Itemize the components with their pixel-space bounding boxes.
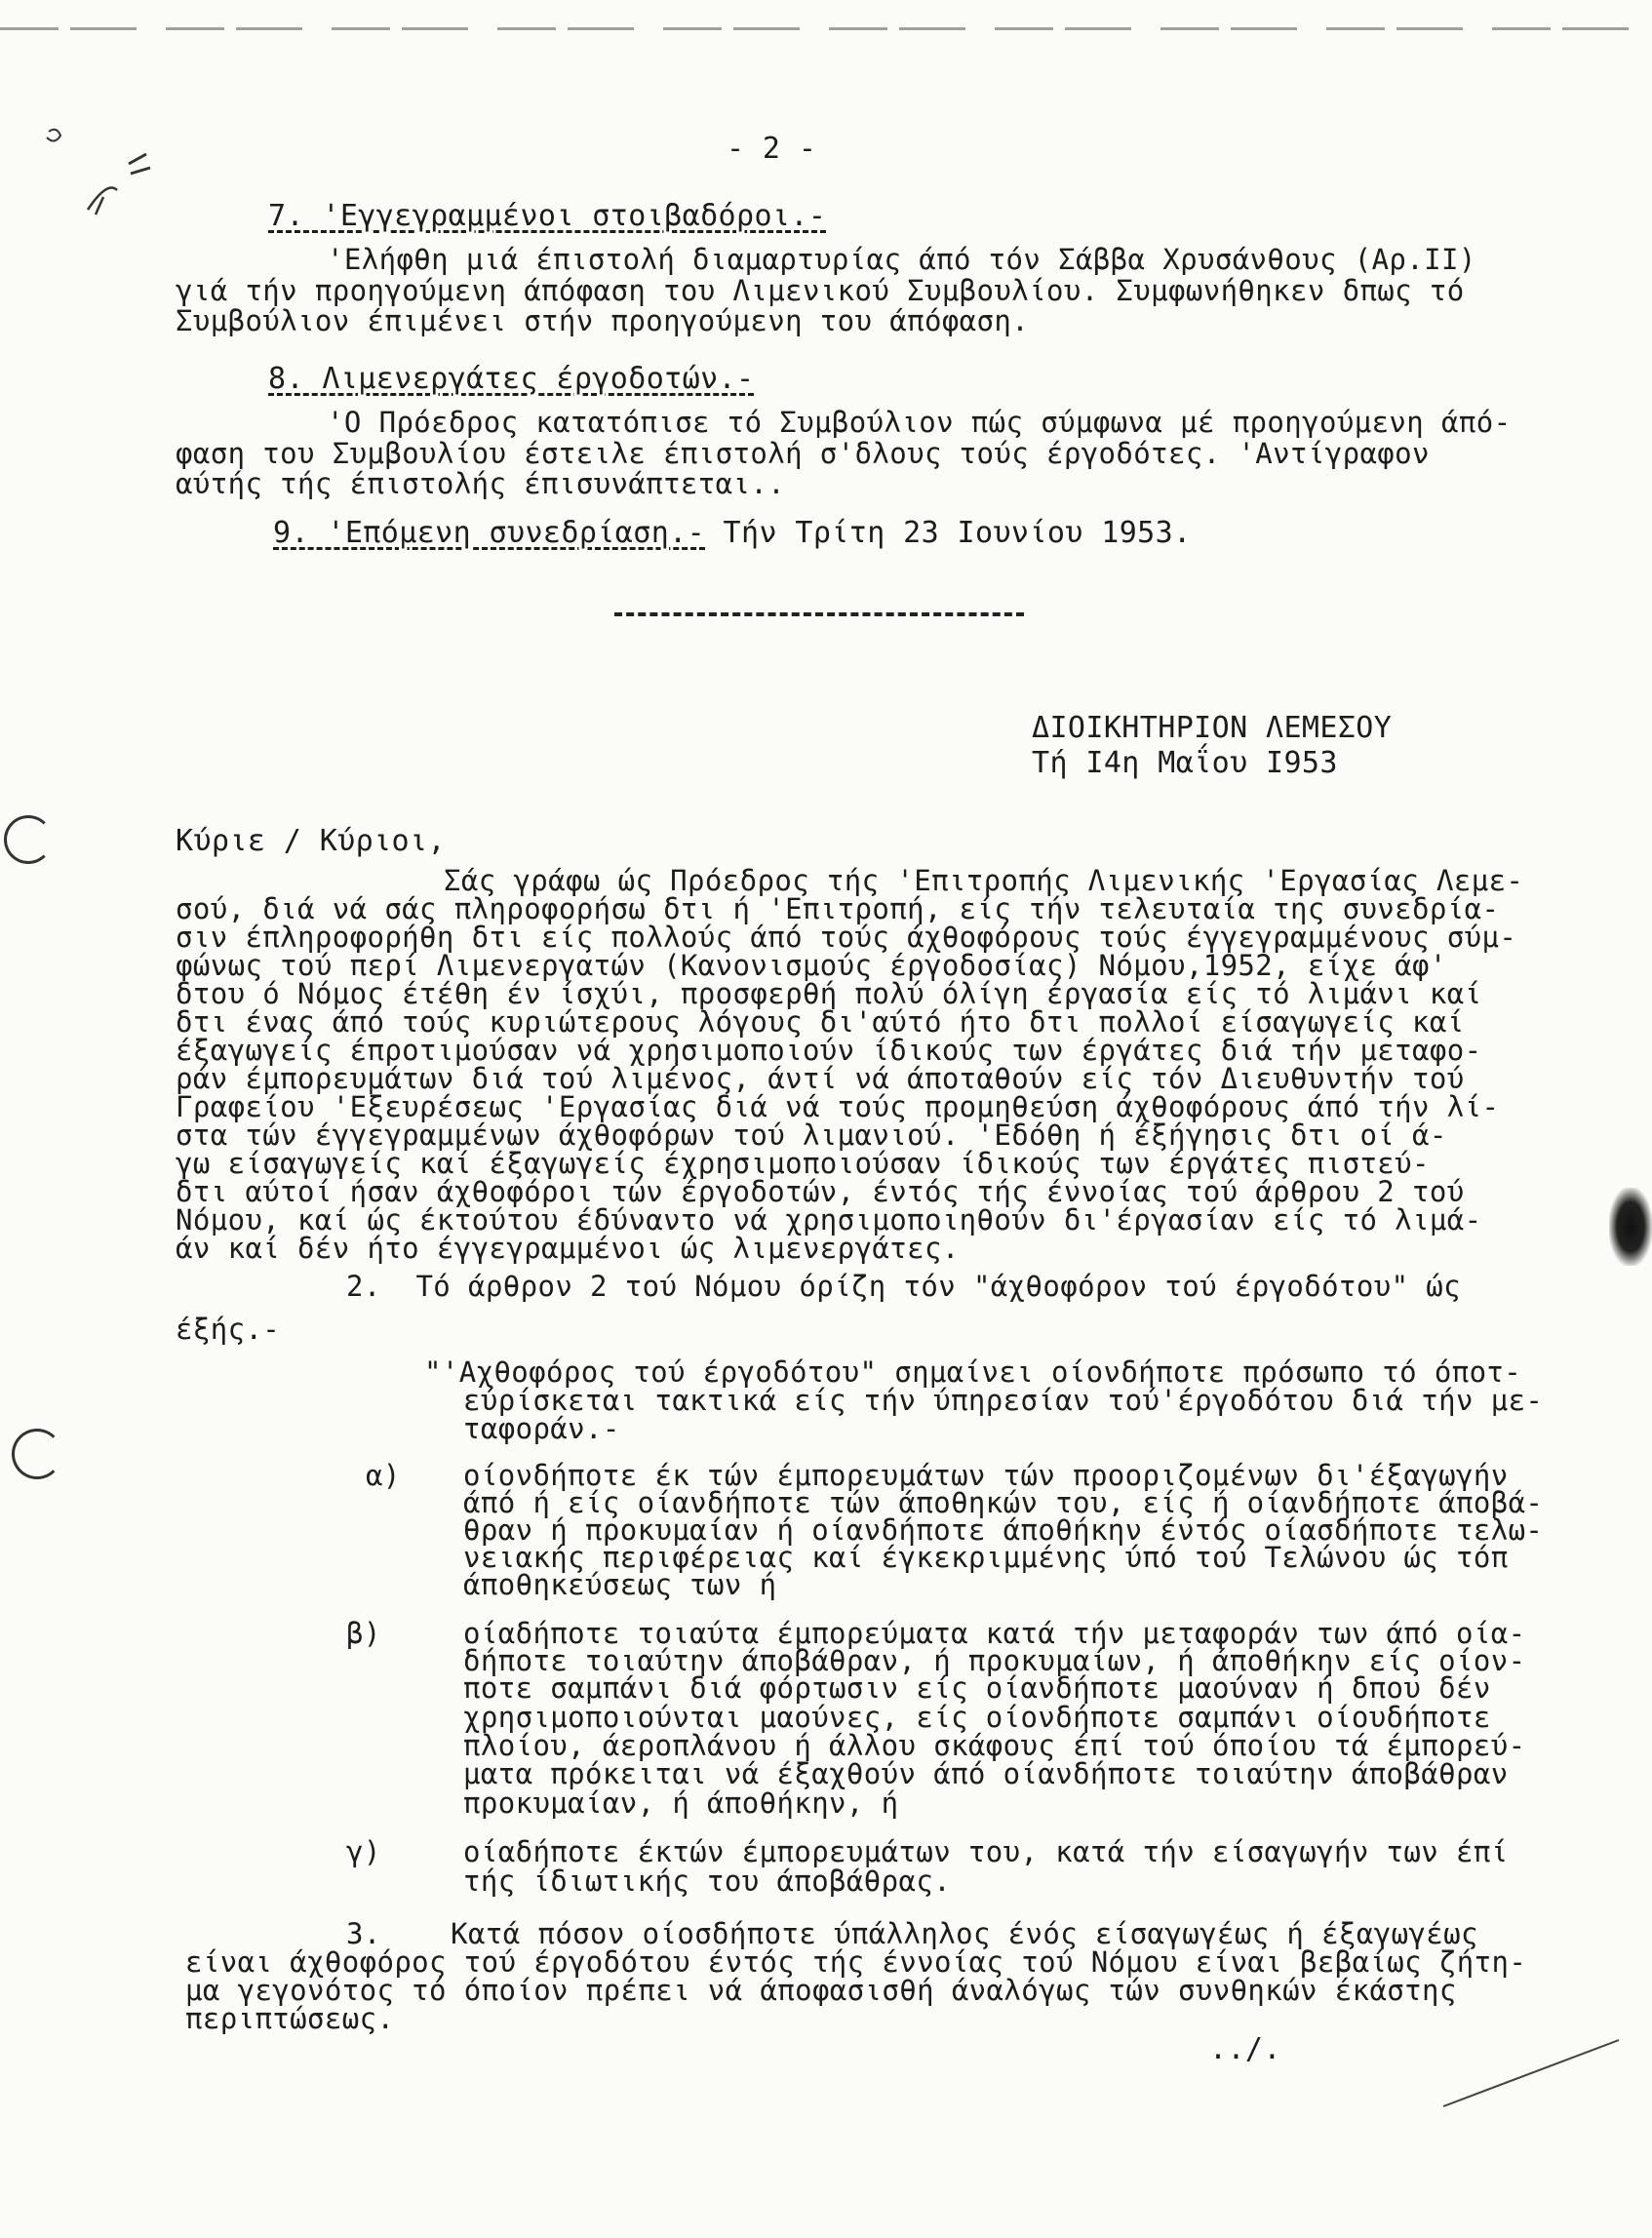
paragraph-1-line: ράν έμπορευμάτων διά τού λιμένος, άντί νά άποταθούν είς τόν Διευθυντήν τού [176,1062,1465,1095]
clause-a-label: α) [366,1459,401,1492]
page-number: - 2 - [727,132,817,166]
item-8-line: φαση του Συμβουλίου έστειλε έπιστολή σ'δλους τούς έργοδότες. 'Αντίγραφον [176,437,1430,470]
clause-a-line: νειακής περιφέρειας καί έγκεκριμμένης ύπό τού Τελώνου ώς τόπ [463,1541,1509,1574]
clause-a-line: οίονδήποτε έκ τών έμπορευμάτων τών προοριζομένων δι'έξαγωγήν [463,1459,1509,1492]
quote-line: εύρίσκεται τακτικά είς τήν ύπηρεσίαν τού'έργοδότου διά τήν με- [463,1384,1544,1417]
clause-a-line: θραν ή προκυμαίαν ή οίανδήποτε άποθήκην έντός οίασδήποτε τελω- [463,1513,1544,1547]
paragraph-3-line: 3. Κατά πόσον οίοσδήποτε ύπάλληλος ένός είσαγωγέως ή έξαγωγέως [346,1917,1478,1950]
item-8-line: 'Ο Πρόεδρος κατατόπισε τό Συμβούλιον πώς σύμφωνα μέ προηγούμενη άπό- [327,406,1512,439]
clause-c-label: γ) [346,1835,381,1868]
paragraph-1-line: στα τών έγγεγραμμένων άχθοφόρων τού λιμανιού. 'Εδόθη ή έξήγησις δτι οί ά- [176,1119,1447,1152]
item-7-line: γιά τήν προηγούμενη άπόφαση του Λιμενικού Συμβουλίου. Συμφωνήθηκεν δπως τό [176,274,1465,307]
letter-salutation: Κύριε / Κύριοι, [176,824,446,858]
stray-pen-marks [20,117,156,224]
section-divider [614,612,1024,616]
item-9-text: Τήν Τρίτη 23 Ιουνίου 1953. [705,516,1192,550]
clause-b-line: χρησιμοποιούνται μαούνες, είς οίονδήποτε σαμπάνι οίουδήποτε [463,1701,1491,1734]
continued-marker: ../. [1209,2032,1281,2066]
clause-a-line: άποθηκεύσεως των ή [463,1568,777,1601]
quote-line: "'Αχθοφόρος τού έργοδότου" σημαίνει οίονδήποτε πρόσωπο τό όποτ- [424,1355,1522,1389]
paragraph-1-line: δτι αύτοί ήσαν άχθοφόροι τών έργοδοτών, έντός τής έννοίας τού άρθρου 2 τού [176,1175,1465,1208]
paragraph-3-line: είναι άχθοφόρος τού έργοδότου έντός τής έννοίας τού Νόμου είναι βεβαίως ζήτη- [185,1945,1527,1979]
paragraph-1-line: φώνως τού περί Λιμενεργατών (Κανονισμούς έργοδοσίας) Νόμου,1952, είχε άφ' [176,949,1447,982]
clause-b-line: πλοίου, άεροπλάνου ή άλλου σκάφους έπί τού όποίου τά έμπορεύ- [463,1729,1526,1762]
item-7-line: Συμβούλιον έπιμένει στήν προηγούμενη του άπόφαση. [176,304,1030,337]
top-scan-edge [0,27,1652,30]
clause-c-line: τής ίδιωτικής του άποβάθρας. [463,1865,952,1898]
paragraph-2-line: 2. Τό άρθρον 2 τού Νόμου όρίζη τόν "άχθοφόρον τού έργοδότου" ώς [346,1270,1462,1303]
paragraph-1-line: δτου ό Νόμος έτέθη έν ίσχύι, προσφερθή πολύ όλίγη έργασία είς τό λιμάνι καί [176,977,1482,1010]
clause-b-line: οίαδήποτε τοιαύτα έμπορεύματα κατά τήν μεταφοράν των άπό οία- [463,1617,1526,1650]
paragraph-2-line: έξής.- [176,1313,281,1346]
item-8-heading: 8. Λιμενεργάτες έργοδοτών.- [268,362,755,396]
binder-hole-mark [4,815,53,864]
clause-b-line: ποτε σαμπάνι διά φόρτωσιν είς οίανδήποτε μαούναν ή δπου δέν [463,1671,1491,1705]
clause-b-line: ματα πρόκειται νά έξαχθούν άπό οίανδήποτε τοιαύτην άποβάθραν [463,1757,1509,1790]
item-7-line: 'Ελήφθη μιά έπιστολή διαμαρτυρίας άπό τόν Σάββα Χρυσάνθους (Αρ.ΙΙ) [327,243,1476,276]
item-9-heading: 9. 'Επόμενη συνεδρίαση.- [273,516,706,550]
binder-hole-mark [12,1429,62,1479]
item-8-line: αύτής τής έπιστολής έπισυνάπτεται.. [176,467,786,500]
paragraph-3-line: περιπτώσεως. [185,2002,395,2035]
item-9 [273,517,1192,550]
paragraph-1-line: δτι ένας άπό τούς κυριώτερους λόγους δι'αύτό ήτο δτι πολλοί είσαγωγείς καί [176,1005,1465,1039]
clause-b-line: δήποτε τοιαύτην άποβάθραν, ή προκυμαίων, ή άποθήκην είς οίον- [463,1644,1526,1677]
paragraph-1-line: έξαγωγείς έπροτιμούσαν νά χρησιμοποιούν ίδικούς των έργάτες διά τήν μεταφο- [176,1034,1482,1067]
paragraph-3-line: μα γεγονότος τό όποίον πρέπει νά άποφασισθή άναλόγως τών συνθηκών έκάστης [185,1974,1457,2007]
paragraph-1-line: γω είσαγωγείς καί έξαγωγείς έχρησιμοποιούσαν ίδικούς των έργάτες πιστεύ- [176,1147,1430,1180]
pen-stroke [1434,2028,1629,2116]
clause-a-line: άπό ή είς οίανδήποτε τών άποθηκών του, είς ή οίανδήποτε άποβά- [463,1486,1544,1519]
ink-blot [1609,1188,1652,1266]
clause-b-line: προκυμαίαν, ή άποθήκην, ή [463,1786,899,1820]
item-7-heading: 7. 'Εγγεγραμμένοι στοιβαδόροι.- [268,199,827,233]
clause-b-label: β) [346,1617,381,1650]
paragraph-1-line: Γραφείου 'Εξευρέσεως 'Εργασίας διά νά τούς προμηθεύση άχθοφόρους άπό τήν λί- [176,1090,1500,1123]
paragraph-1-line: σιν έπληροφορήθη δτι είς πολλούς άπό τούς άχθοφόρους τούς έγγεγραμμένους σύμ- [176,921,1517,954]
paragraph-1-line: άν καί δέν ήτο έγγεγραμμένοι ώς λιμενεργάτες. [176,1232,960,1265]
clause-c-line: οίαδήποτε έκτών έμπορευμάτων του, κατά τήν είσαγωγήν των έπί [463,1835,1509,1868]
letter-date: Τή Ι4η Μαΐου Ι953 [1032,746,1338,780]
letter-sender: ΔΙΟΙΚΗΤΗΡΙΟΝ ΛΕΜΕΣΟΥ [1032,711,1393,745]
quote-line: ταφοράν.- [463,1412,620,1445]
paragraph-1-line: σού, διά νά σάς πληροφορήσω δτι ή 'Επιτροπή, είς τήν τελευταία της συνεδρία- [176,892,1500,925]
paragraph-1-line: Σάς γράφω ώς Πρόεδρος τής 'Επιτροπής Λιμενικής 'Εργασίας Λεμε- [444,864,1524,897]
paragraph-1-line: Νόμου, καί ώς έκτούτου έδύναντο νά χρησιμοποιηθούν δι'έργασίαν είς τό λιμά- [176,1203,1482,1237]
